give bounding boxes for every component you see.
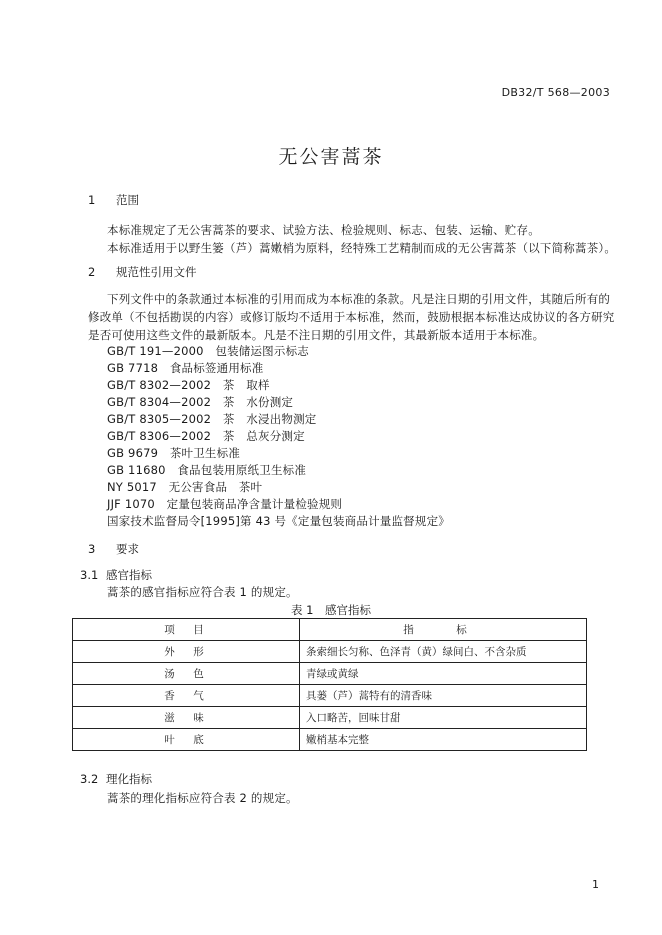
table-row	[73, 729, 587, 751]
table-header-index: 指 标	[300, 619, 587, 641]
reference-item: GB/T 8305—2002 茶 水浸出物测定	[107, 412, 317, 426]
section-2-number: 2	[88, 265, 96, 279]
table-cell-value: 青绿或黄绿	[300, 663, 587, 685]
section-3-2-title: 理化指标	[106, 772, 152, 786]
section-3-1-number: 3.1	[80, 568, 99, 582]
section-2-title: 规范性引用文件	[116, 265, 197, 279]
table-1-caption: 表 1 感官指标	[291, 603, 371, 617]
reference-item: GB 9679 茶叶卫生标准	[107, 446, 241, 460]
reference-item: JJF 1070 定量包装商品净含量计量检验规则	[107, 497, 343, 511]
document-code: DB32/T 568—2003	[501, 86, 610, 99]
table-cell-value: 入口略苦，回味甘甜	[300, 707, 587, 729]
table-header-item: 项 目	[73, 619, 300, 641]
section-3-title: 要求	[116, 542, 139, 556]
section-3-heading	[88, 541, 139, 557]
section-3-2-number: 3.2	[80, 772, 99, 786]
reference-item: GB/T 8304—2002 茶 水份测定	[107, 395, 294, 409]
table-row	[73, 641, 587, 663]
section-3-1-text: 蒿茶的感官指标应符合表 1 的规定。	[107, 585, 298, 599]
table-cell-value: 具蒌（芦）蒿特有的清香味	[300, 685, 587, 707]
reference-item: GB 11680 食品包装用原纸卫生标准	[107, 463, 307, 477]
sensory-index-table	[72, 618, 587, 751]
table-cell-value: 条索细长匀称、色泽青（黄）绿间白、不含杂质	[300, 641, 587, 663]
section-2-intro-line: 下列文件中的条款通过本标准的引用而成为本标准的条款。凡是注日期的引用文件，其随后所有的	[107, 292, 611, 306]
table-row	[73, 707, 587, 729]
section-1-heading	[88, 192, 139, 208]
section-3-1-heading	[80, 567, 152, 583]
section-1-line: 本标准规定了无公害蒿茶的要求、试验方法、检验规则、标志、包装、运输、贮存。	[107, 223, 540, 237]
table-cell-item: 叶 底	[73, 729, 300, 751]
table-row	[73, 663, 587, 685]
table-header-row	[73, 619, 587, 641]
table-cell-item: 香 气	[73, 685, 300, 707]
reference-item: GB/T 191—2000 包装储运图示标志	[107, 344, 309, 358]
section-2-intro-line: 是否可使用这些文件的最新版本。凡是不注日期的引用文件，其最新版本适用于本标准。	[88, 328, 545, 342]
table-cell-item: 外 形	[73, 641, 300, 663]
table-cell-item: 汤 色	[73, 663, 300, 685]
page-number: 1	[592, 878, 599, 891]
section-3-2-text: 蒿茶的理化指标应符合表 2 的规定。	[107, 791, 298, 805]
table-cell-item: 滋 味	[73, 707, 300, 729]
section-2-heading	[88, 264, 197, 280]
reference-item: GB 7718 食品标签通用标准	[107, 361, 264, 375]
table-cell-value: 嫩梢基本完整	[300, 729, 587, 751]
document-title: 无公害蒿茶	[278, 146, 384, 168]
section-1-line: 本标准适用于以野生篓（芦）蒿嫩梢为原料，经特殊工艺精制而成的无公害蒿茶（以下简称蒿茶）。	[107, 241, 617, 255]
table-row	[73, 685, 587, 707]
section-1-title: 范围	[116, 193, 139, 207]
reference-item: 国家技术监督局令[1995]第 43 号《定量包装商品计量监督规定》	[107, 514, 450, 528]
section-3-2-heading	[80, 771, 152, 787]
section-3-1-title: 感官指标	[106, 568, 152, 582]
section-3-number: 3	[88, 542, 96, 556]
reference-item: GB/T 8302—2002 茶 取样	[107, 378, 270, 392]
section-2-intro-line: 修改单（不包括勘误的内容）或修订版均不适用于本标准，然而，鼓励根据本标准达成协议的各方研究	[88, 310, 615, 324]
reference-item: GB/T 8306—2002 茶 总灰分测定	[107, 429, 305, 443]
reference-item: NY 5017 无公害食品 茶叶	[107, 480, 263, 494]
section-1-number: 1	[88, 193, 96, 207]
